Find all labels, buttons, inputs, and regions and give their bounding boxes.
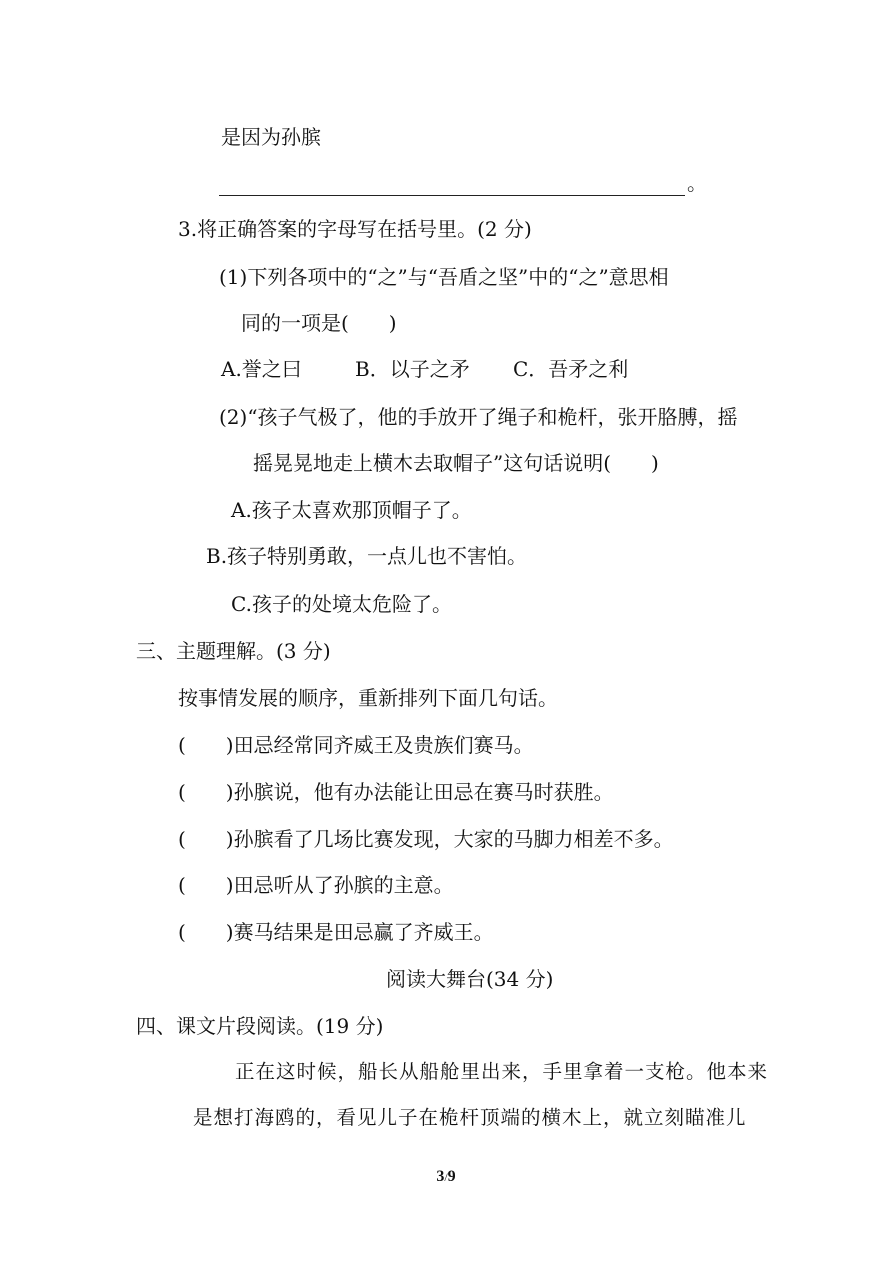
page-total: 9 (447, 1168, 456, 1185)
order-item-2: ( )孙膑说，他有办法能让田忌在赛马时获胜。 (178, 780, 614, 804)
question-3-heading: 3.将正确答案的字母写在括号里。(2 分) (178, 217, 532, 241)
section-3-heading: 三、主题理解。(3 分) (136, 639, 331, 663)
blank-underline (219, 175, 685, 196)
page-separator: / (444, 1170, 448, 1184)
page-footer (0, 1168, 892, 1186)
option-a: A.誉之曰 (221, 357, 302, 381)
passage-line-2: 是想打海鸥的，看见儿子在桅杆顶端的横木上，就立刻瞄准儿 (193, 1106, 747, 1129)
order-item-4: ( )田忌听从了孙膑的主意。 (178, 873, 454, 897)
option-a-3-2: A.孩子太喜欢那顶帽子了。 (231, 498, 472, 522)
order-item-5: ( )赛马结果是田忌赢了齐威王。 (178, 920, 494, 944)
page-number: 3 (436, 1168, 445, 1185)
option-b: B．以子之矛 (355, 357, 470, 381)
passage-line-1: 正在这时候，船长从船舱里出来，手里拿着一支枪。他本来 (235, 1060, 769, 1083)
answer-line-prefix: 是因为孙膑 (221, 125, 321, 149)
section-4-heading: 四、课文片段阅读。(19 分) (136, 1014, 384, 1038)
question-3-1-text: (1)下列各项中的“之”与“吾盾之坚”中的“之”意思相 (219, 265, 669, 289)
order-item-3: ( )孙膑看了几场比赛发现，大家的马脚力相差不多。 (178, 827, 674, 851)
section-3-instruction: 按事情发展的顺序，重新排列下面几句话。 (178, 686, 558, 710)
option-c-3-2: C.孩子的处境太危险了。 (231, 592, 452, 616)
order-item-1: ( )田忌经常同齐威王及贵族们赛马。 (178, 733, 534, 757)
question-3-1-text-cont: 同的一项是( ) (241, 311, 397, 335)
option-c: C．吾矛之利 (513, 357, 629, 381)
question-3-2-text: (2)“孩子气极了，他的手放开了绳子和桅杆，张开胳膊，摇 (219, 405, 738, 429)
reading-section-title: 阅读大舞台(34 分) (386, 967, 554, 991)
question-3-2-text-cont: 摇晃晃地走上横木去取帽子”这句话说明( ) (253, 451, 659, 475)
answer-blank-line (219, 170, 707, 196)
option-b-3-2: B.孩子特别勇敢，一点儿也不害怕。 (206, 544, 528, 568)
blank-period: 。 (687, 171, 707, 195)
